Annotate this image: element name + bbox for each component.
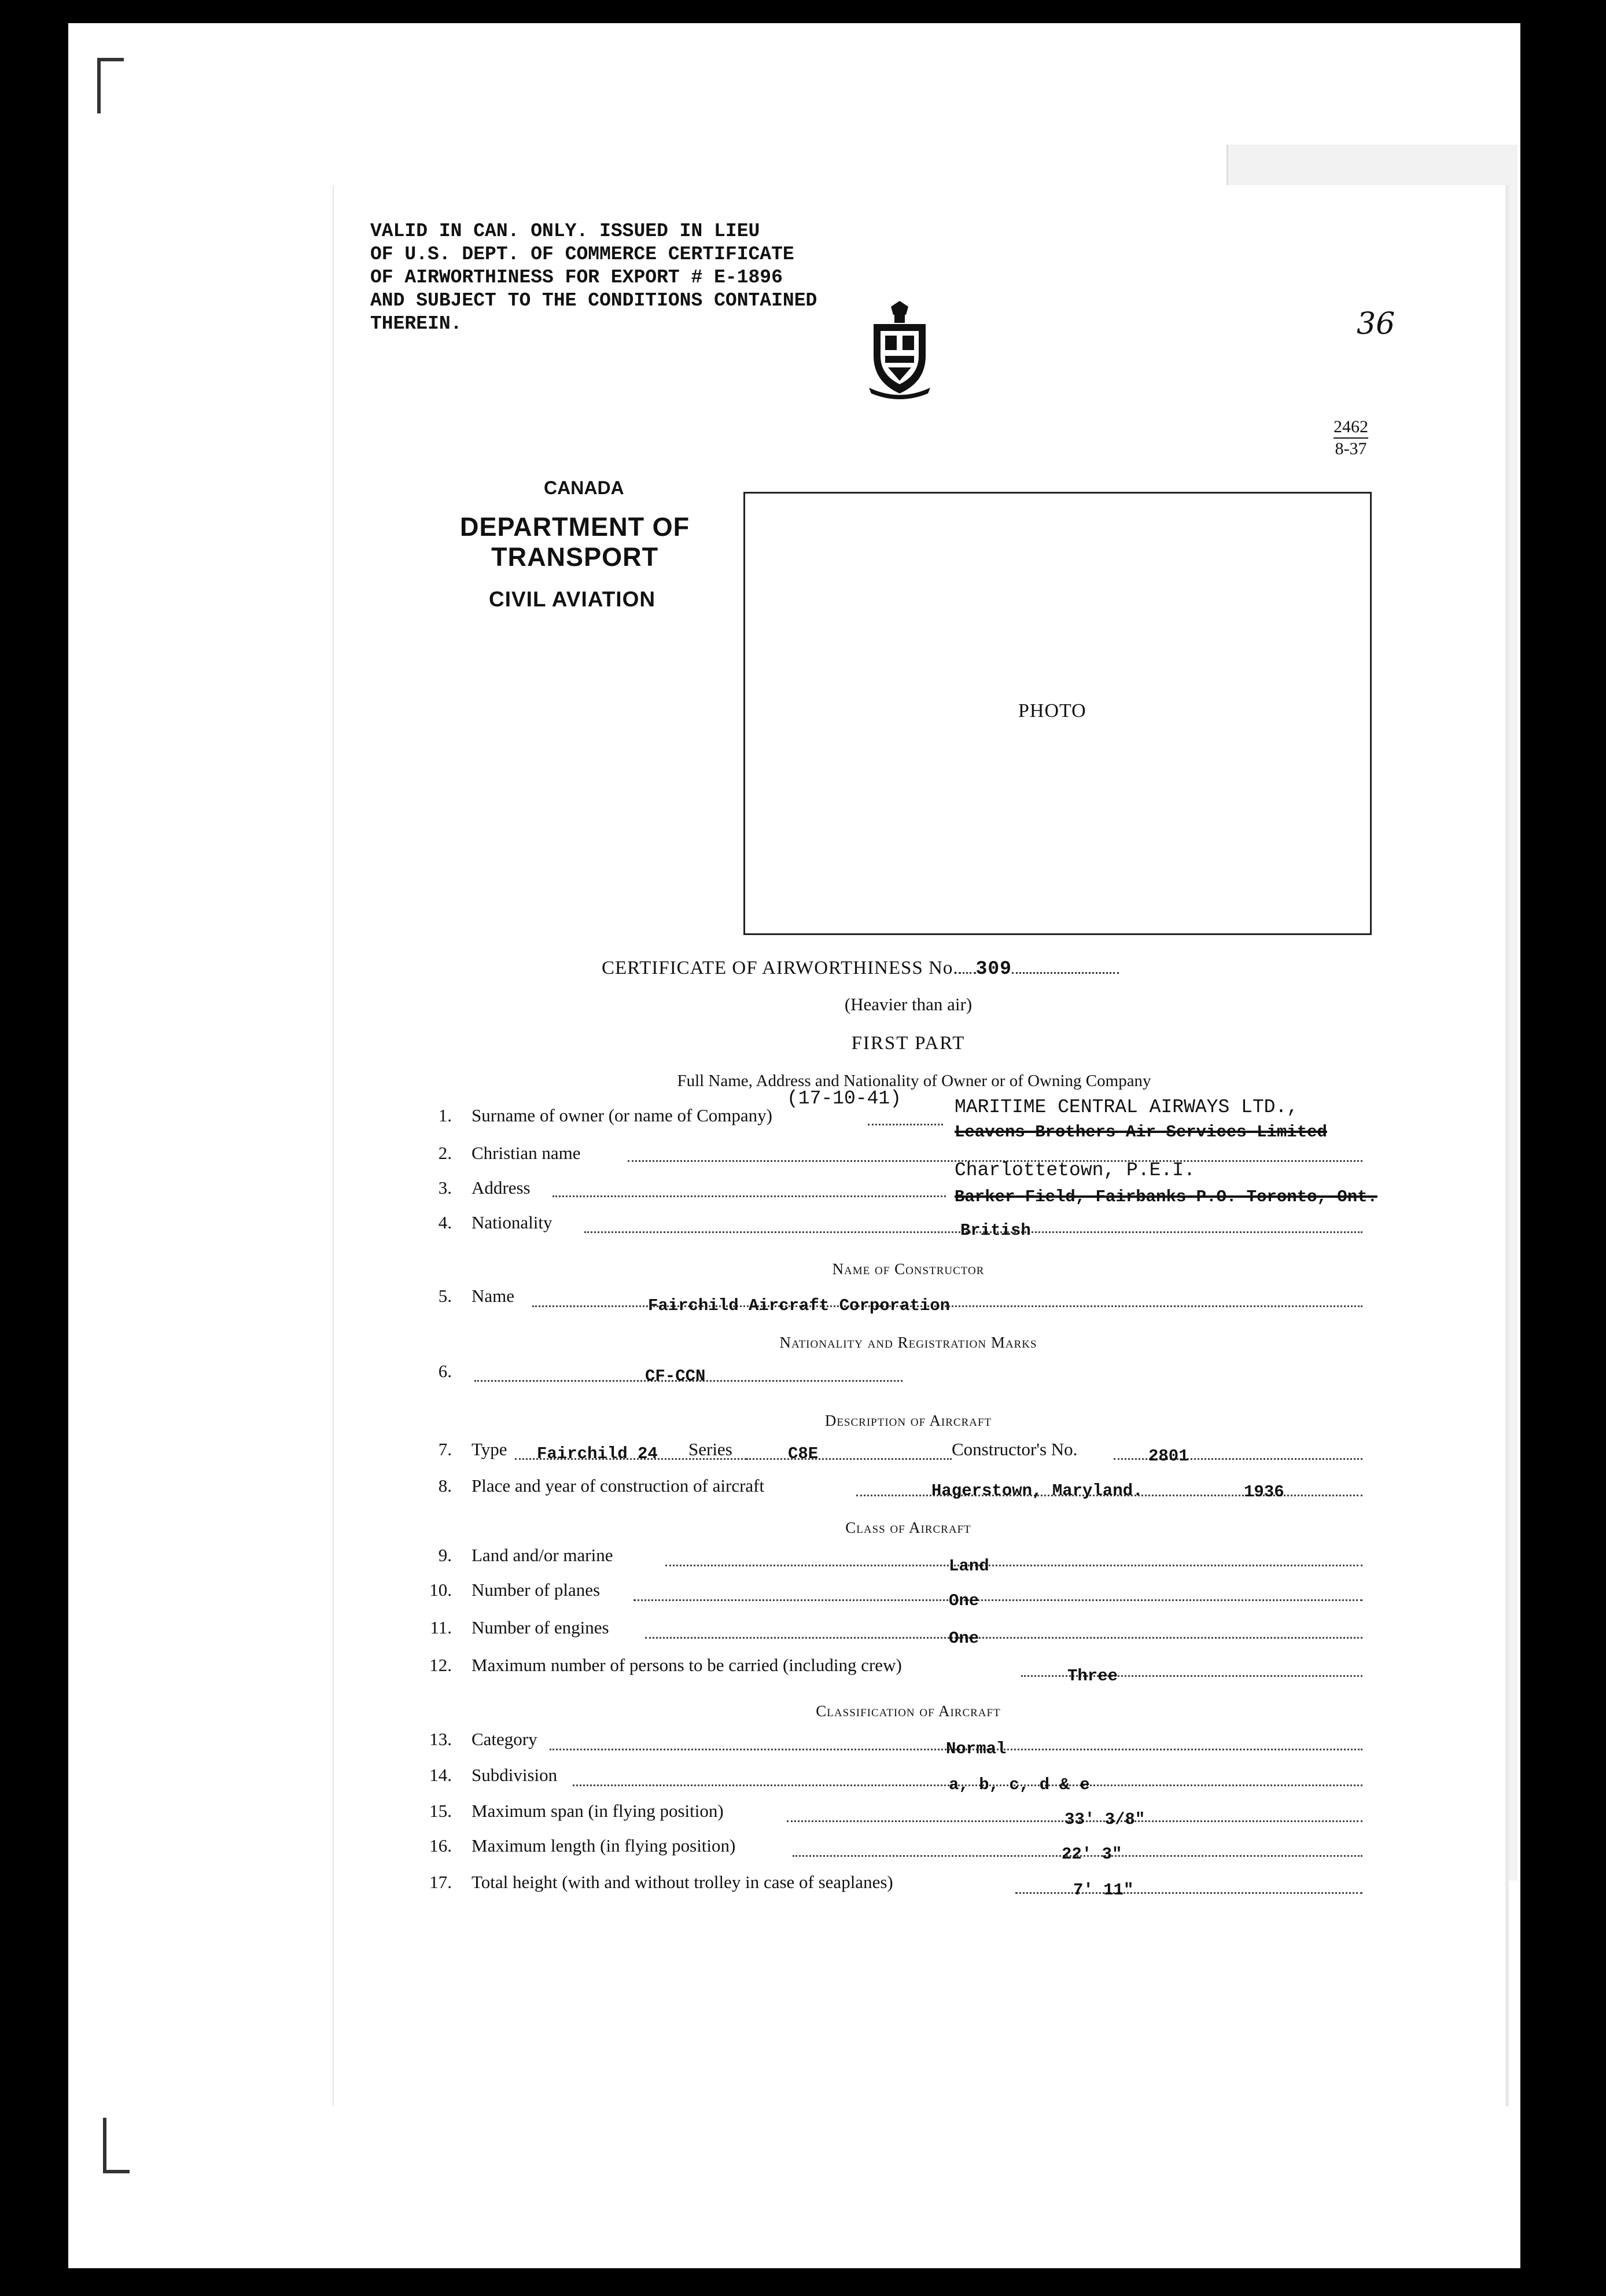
owner-surname-value: MARITIME CENTRAL AIRWAYS LTD., [955, 1097, 1299, 1118]
stamp-line: OF U.S. DEPT. OF COMMERCE CERTIFICATE [370, 244, 794, 265]
form-number-top: 2462 [1334, 417, 1368, 436]
class-heading: Class of Aircraft [845, 1519, 971, 1536]
crop-mark-bottom-left [103, 2118, 130, 2173]
photo-label: PHOTO [1018, 700, 1086, 722]
field-number: 5. [438, 1286, 452, 1306]
certificate-subtitle: (Heavier than air) [844, 994, 973, 1014]
address-struck: Barker Field, Fairbanks P.O. Toronto, Ont. [955, 1187, 1377, 1206]
form-number-bottom: 8-37 [1334, 437, 1368, 459]
field-label: Address [472, 1178, 531, 1198]
field-number: 17. [429, 1872, 452, 1892]
constructor-heading: Name of Constructor [832, 1260, 985, 1278]
header-country: CANADA [544, 477, 624, 498]
type-value: Fairchild 24 [537, 1444, 658, 1463]
engines-value: One [949, 1629, 979, 1648]
persons-value: Three [1067, 1666, 1118, 1686]
category-value: Normal [946, 1739, 1007, 1758]
series-value: C8E [788, 1444, 819, 1463]
classification-heading: Classification of Aircraft [816, 1702, 1001, 1720]
handwritten-file-number: 36 [1357, 307, 1395, 341]
header-department [460, 512, 690, 572]
field-label: Category [472, 1729, 537, 1749]
field-label: Total height (with and without trolley in case of seaplanes) [472, 1872, 893, 1892]
field-label: Number of planes [472, 1580, 601, 1600]
field-number: 2. [438, 1143, 452, 1163]
field-label: Land and/or marine [472, 1545, 613, 1565]
field-label: Maximum number of persons to be carried (including crew) [472, 1655, 902, 1675]
first-part-heading: FIRST PART [851, 1033, 966, 1054]
subdivision-value: a, b, c, d & e [949, 1775, 1090, 1794]
validity-stamp [370, 220, 817, 336]
field-label: Number of engines [472, 1617, 609, 1638]
field-number: 10. [429, 1580, 452, 1600]
field-number: 13. [429, 1729, 452, 1749]
stamp-line: THEREIN. [370, 313, 462, 334]
field-number: 15. [429, 1801, 452, 1821]
field-number: 16. [429, 1835, 452, 1856]
owner-heading: Full Name, Address and Nationality of Owner or of Owning Company [677, 1072, 1151, 1090]
constructor-no-label: Constructor's No. [952, 1439, 1078, 1459]
crop-mark-top-left [97, 58, 124, 113]
fill-line [868, 1124, 943, 1125]
field-label: Type [472, 1439, 507, 1459]
field-number: 9. [438, 1545, 452, 1565]
fill-line [1015, 1892, 1362, 1894]
height-value: 7' 11" [1073, 1881, 1134, 1900]
fill-line [746, 1458, 952, 1460]
address-value: Charlottetown, P.E.I. [955, 1160, 1195, 1181]
fill-line [552, 1195, 946, 1197]
form-number [1334, 417, 1368, 459]
field-label: Maximum length (in flying position) [472, 1835, 736, 1856]
stamp-line: VALID IN CAN. ONLY. ISSUED IN LIEU [370, 220, 760, 242]
description-heading: Description of Aircraft [824, 1412, 992, 1429]
registration-value: CF-CCN [645, 1367, 706, 1386]
field-label: Maximum span (in flying position) [472, 1801, 724, 1821]
field-number: 14. [429, 1765, 452, 1785]
field-number: 11. [430, 1617, 452, 1638]
owner-surname-struck: Leavens Brothers Air Services Limited [955, 1123, 1327, 1142]
field-number: 1. [438, 1105, 452, 1125]
field-label: Nationality [472, 1212, 552, 1232]
header-branch: CIVIL AVIATION [489, 587, 656, 611]
department-line-2: TRANSPORT [491, 542, 659, 572]
certificate-title: CERTIFICATE OF AIRWORTHINESS No. [602, 958, 959, 978]
place-value: Hagerstown, Maryland. [931, 1481, 1143, 1500]
coat-of-arms-icon [868, 301, 931, 399]
field-label: Christian name [472, 1143, 581, 1163]
year-value: 1936 [1244, 1482, 1284, 1502]
nationality-value: British [960, 1221, 1031, 1240]
certificate-date: (17-10-41) [787, 1088, 902, 1109]
field-number: 8. [438, 1476, 452, 1496]
stamp-line: AND SUBJECT TO THE CONDITIONS CONTAINED [370, 290, 817, 311]
field-label: Name [472, 1286, 515, 1306]
length-value: 22' 3" [1062, 1845, 1122, 1864]
field-label: Place and year of construction of aircraft [472, 1476, 765, 1496]
span-value: 33' 3/8" [1064, 1810, 1145, 1829]
series-label: Series [688, 1439, 732, 1459]
stamp-line: OF AIRWORTHINESS FOR EXPORT # E-1896 [370, 267, 783, 288]
field-number: 4. [438, 1212, 452, 1232]
department-line-1: DEPARTMENT OF [460, 512, 690, 542]
land-value: Land [949, 1557, 989, 1576]
certificate-number: 309 [975, 958, 1012, 980]
field-number: 12. [429, 1655, 452, 1675]
registration-heading: Nationality and Registration Marks [779, 1334, 1037, 1351]
planes-value: One [949, 1591, 979, 1610]
field-number: 3. [438, 1178, 452, 1198]
certificate-title-line [602, 958, 1119, 980]
fill-line [665, 1565, 1362, 1566]
constructor-no-value: 2801 [1148, 1447, 1189, 1466]
field-label: Subdivision [472, 1765, 558, 1785]
field-number: 7. [438, 1439, 452, 1459]
constructor-name-value: Fairchild Aircraft Corporation [648, 1296, 951, 1315]
fill-line [633, 1599, 1362, 1601]
field-number: 6. [438, 1361, 452, 1381]
field-label: Surname of owner (or name of Company) [472, 1105, 772, 1125]
fill-line [645, 1637, 1362, 1639]
